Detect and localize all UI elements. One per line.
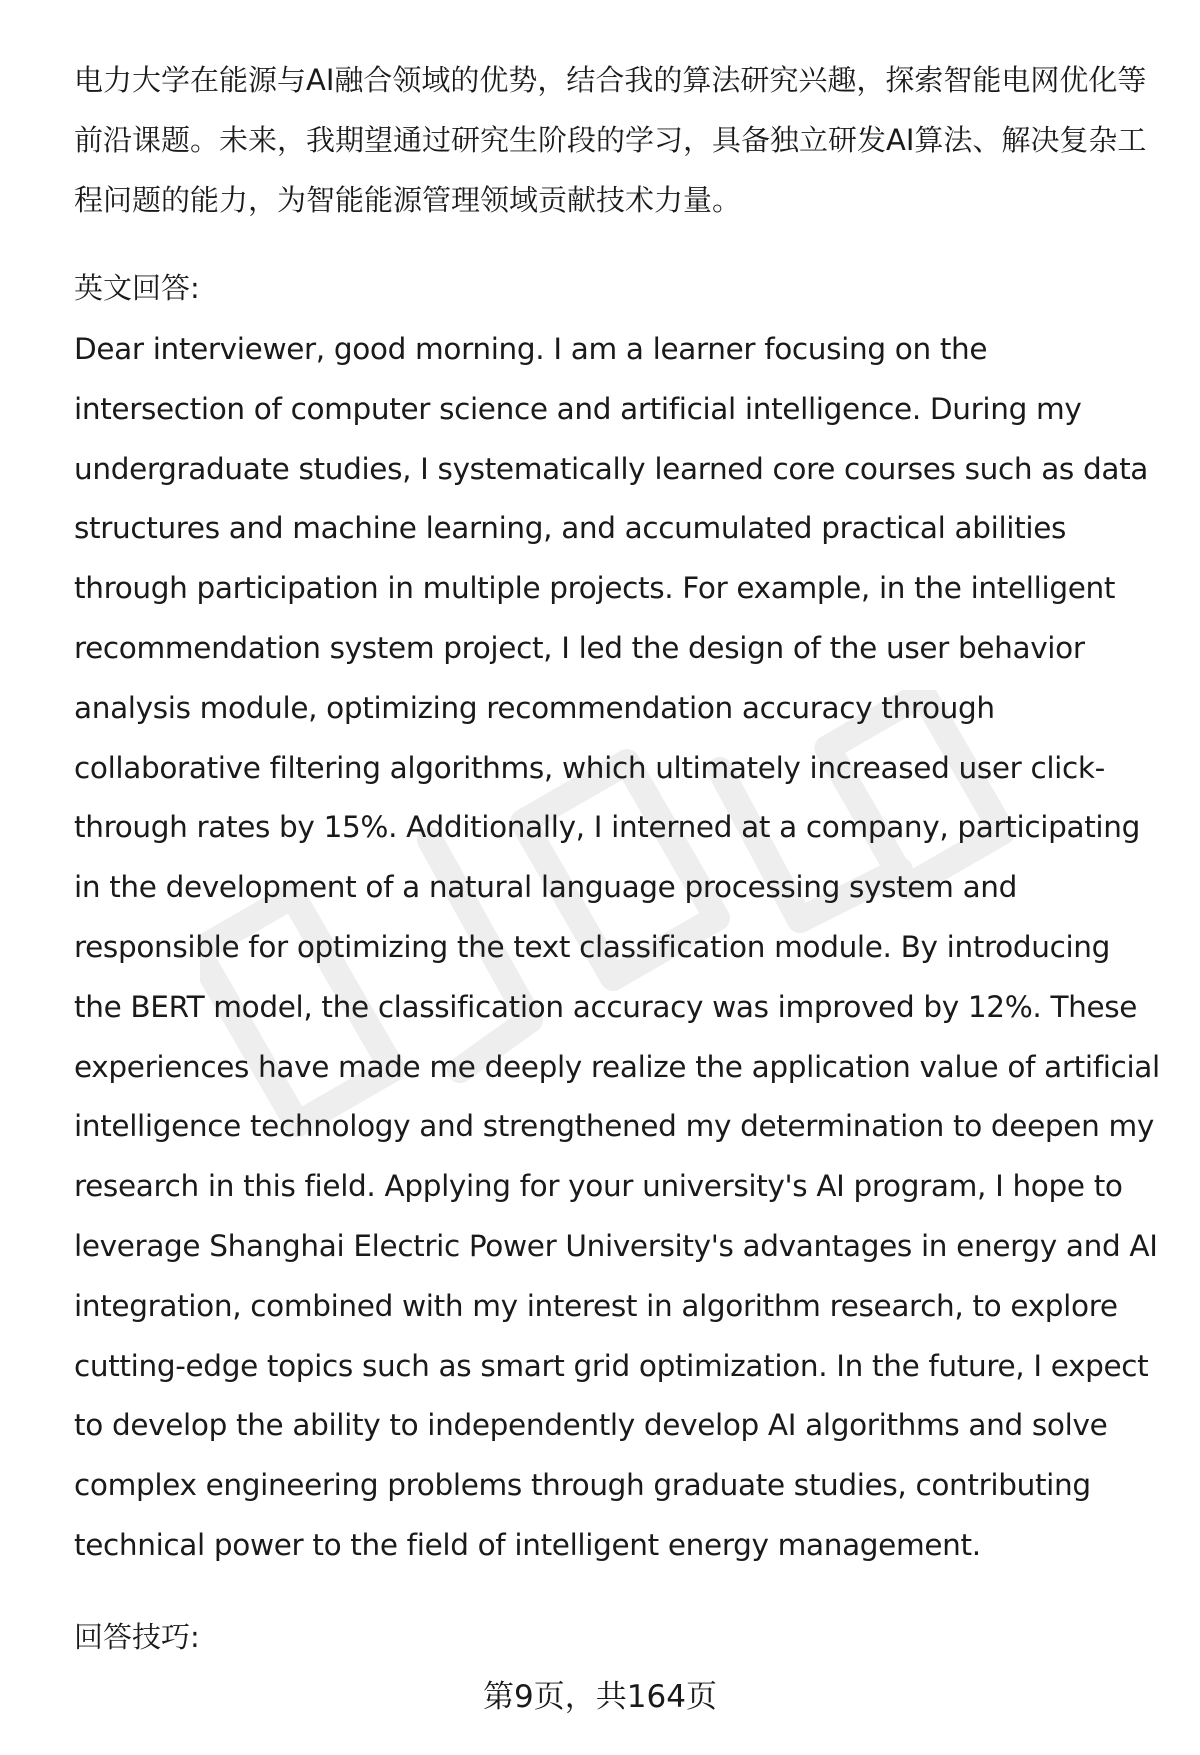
english-answer-label: 英文回答: xyxy=(74,271,200,305)
page-number-footer: 第9页，共164页 xyxy=(483,1679,717,1715)
answer-tips-label: 回答技巧: xyxy=(74,1620,200,1654)
english-answer-paragraph: Dear interviewer, good morning. I am a learner focusing on the intersection of computer science and artificial intelligence. During my undergraduate studies, I systematically learned core courses such as data structures and machine learning, and accumulated practical abilities through participation in multiple projects. For example, in the intelligent recommendation system project, I led the design of the user behavior analysis module, optimizing recommendation accuracy through collaborative filtering algorithms, which ultimately increased user click-through rates by 15%. Additionally, I interned at a company, participating in the development of a natural language processing system and responsible for optimizing the text classification module. By introducing the BERT model, the classification accuracy was improved by 12%. These experiences have made me deeply realize the application value of artificial intelligence technology and strengthened my determination to deepen my research in this field. Applying for your university's AI program, I hope to leverage Shanghai Electric Power University's advantages in energy and AI integration, combined with my interest in algorithm research, to explore cutting-edge topics such as smart grid optimization. In the future, I expect to develop the ability to independently develop AI algorithms and solve complex engineering problems through graduate studies, contributing technical power to the field of intelligent energy management. xyxy=(74,332,1160,1562)
intro-paragraph: 电力大学在能源与AI融合领域的优势，结合我的算法研究兴趣，探索智能电网优化等前沿课题。未来，我期望通过研究生阶段的学习，具备独立研发AI算法、解决复杂工程问题的能力，为智能能源管理领域贡献技术力量。 xyxy=(74,63,1147,217)
